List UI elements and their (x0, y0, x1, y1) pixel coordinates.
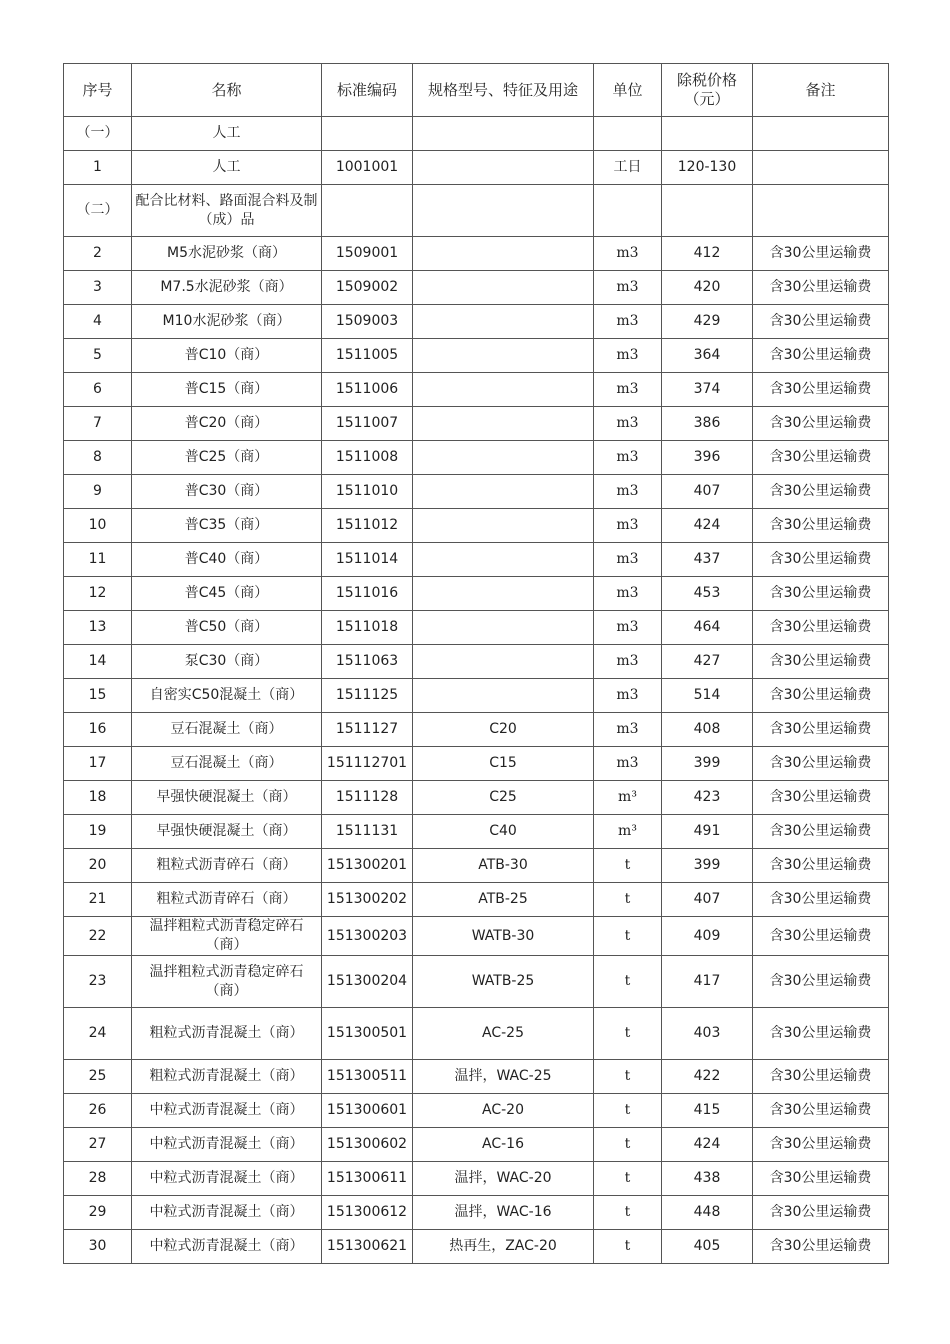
cell-name: 粗粒式沥青混凝土（商） (132, 1060, 322, 1094)
cell-price: 120-130 (662, 151, 753, 185)
cell-price: 420 (662, 271, 753, 305)
cell-spec (413, 237, 594, 271)
table-row (64, 577, 889, 611)
cell-note (753, 151, 889, 185)
cell-code: 1511007 (322, 407, 413, 441)
cell-name: 普C15（商） (132, 373, 322, 407)
cell-note (753, 185, 889, 237)
cell-unit: m3 (594, 611, 662, 645)
cell-spec: WATB-30 (413, 917, 594, 956)
cell-price: 417 (662, 956, 753, 1008)
cell-unit (594, 117, 662, 151)
table-row (64, 407, 889, 441)
table-row (64, 185, 889, 237)
cell-price: 405 (662, 1230, 753, 1264)
cell-code: 1511018 (322, 611, 413, 645)
cell-code: 1511010 (322, 475, 413, 509)
cell-name: 中粒式沥青混凝土（商） (132, 1128, 322, 1162)
table-row (64, 1094, 889, 1128)
table-header-row (64, 64, 889, 117)
cell-seq: 10 (64, 509, 132, 543)
cell-seq: 23 (64, 956, 132, 1008)
cell-name: 普C20（商） (132, 407, 322, 441)
cell-spec: 温拌，WAC-20 (413, 1162, 594, 1196)
cell-unit: t (594, 956, 662, 1008)
cell-spec: C25 (413, 781, 594, 815)
cell-seq: 28 (64, 1162, 132, 1196)
table-row (64, 747, 889, 781)
cell-unit: m3 (594, 271, 662, 305)
cell-seq: 13 (64, 611, 132, 645)
cell-seq: 4 (64, 305, 132, 339)
cell-name: 早强快硬混凝土（商） (132, 815, 322, 849)
cell-code: 151300612 (322, 1196, 413, 1230)
cell-price: 409 (662, 917, 753, 956)
cell-price: 429 (662, 305, 753, 339)
cell-unit: m3 (594, 339, 662, 373)
cell-seq: 29 (64, 1196, 132, 1230)
cell-name: 温拌粗粒式沥青稳定碎石（商） (132, 917, 322, 956)
cell-seq: 25 (64, 1060, 132, 1094)
cell-code: 151300621 (322, 1230, 413, 1264)
cell-spec (413, 611, 594, 645)
table-row (64, 373, 889, 407)
cell-unit: m3 (594, 679, 662, 713)
cell-code: 1511005 (322, 339, 413, 373)
cell-code: 1509001 (322, 237, 413, 271)
cell-code: 1511128 (322, 781, 413, 815)
cell-seq: 30 (64, 1230, 132, 1264)
cell-note: 含30公里运输费 (753, 373, 889, 407)
cell-spec: 热再生，ZAC-20 (413, 1230, 594, 1264)
cell-spec (413, 407, 594, 441)
table-row (64, 679, 889, 713)
cell-unit: m3 (594, 373, 662, 407)
cell-note: 含30公里运输费 (753, 577, 889, 611)
table-row (64, 917, 889, 956)
cell-note: 含30公里运输费 (753, 1230, 889, 1264)
cell-name: 人工 (132, 117, 322, 151)
table-row (64, 815, 889, 849)
table-row (64, 781, 889, 815)
cell-note (753, 117, 889, 151)
cell-code: 151300501 (322, 1008, 413, 1060)
cell-name: 人工 (132, 151, 322, 185)
cell-price (662, 117, 753, 151)
table-row (64, 1128, 889, 1162)
cell-code: 1509003 (322, 305, 413, 339)
cell-spec (413, 151, 594, 185)
cell-unit: t (594, 1008, 662, 1060)
cell-name: 普C50（商） (132, 611, 322, 645)
cell-seq: 5 (64, 339, 132, 373)
cell-name: 中粒式沥青混凝土（商） (132, 1230, 322, 1264)
cell-note: 含30公里运输费 (753, 815, 889, 849)
cell-unit: t (594, 917, 662, 956)
cell-spec: AC-20 (413, 1094, 594, 1128)
cell-note: 含30公里运输费 (753, 713, 889, 747)
cell-note: 含30公里运输费 (753, 407, 889, 441)
cell-price: 448 (662, 1196, 753, 1230)
cell-seq: 21 (64, 883, 132, 917)
cell-seq: （一） (64, 117, 132, 151)
cell-note: 含30公里运输费 (753, 1128, 889, 1162)
cell-price: 514 (662, 679, 753, 713)
cell-code: 1511006 (322, 373, 413, 407)
table-row (64, 441, 889, 475)
cell-code: 151300611 (322, 1162, 413, 1196)
cell-note: 含30公里运输费 (753, 883, 889, 917)
cell-code: 151300601 (322, 1094, 413, 1128)
cell-spec: 温拌，WAC-16 (413, 1196, 594, 1230)
cell-note: 含30公里运输费 (753, 271, 889, 305)
cell-spec: C40 (413, 815, 594, 849)
table-row (64, 1230, 889, 1264)
cell-code: 1511131 (322, 815, 413, 849)
cell-seq: 18 (64, 781, 132, 815)
cell-seq: 16 (64, 713, 132, 747)
cell-unit: t (594, 1128, 662, 1162)
cell-unit (594, 185, 662, 237)
cell-name: 粗粒式沥青混凝土（商） (132, 1008, 322, 1060)
table-row (64, 1196, 889, 1230)
cell-price: 453 (662, 577, 753, 611)
cell-seq: 24 (64, 1008, 132, 1060)
table-row (64, 849, 889, 883)
cell-note: 含30公里运输费 (753, 645, 889, 679)
header-seq: 序号 (64, 64, 132, 117)
cell-code (322, 117, 413, 151)
cell-seq: 26 (64, 1094, 132, 1128)
cell-note: 含30公里运输费 (753, 1008, 889, 1060)
cell-code: 151300511 (322, 1060, 413, 1094)
header-price: 除税价格（元） (662, 64, 753, 117)
cell-name: 自密实C50混凝土（商） (132, 679, 322, 713)
table-body (64, 117, 889, 1264)
table-row (64, 509, 889, 543)
cell-unit: t (594, 883, 662, 917)
cell-unit: m3 (594, 509, 662, 543)
cell-seq: 14 (64, 645, 132, 679)
cell-unit: m3 (594, 441, 662, 475)
cell-code: 151300602 (322, 1128, 413, 1162)
cell-name: 普C35（商） (132, 509, 322, 543)
cell-spec (413, 509, 594, 543)
cell-note: 含30公里运输费 (753, 305, 889, 339)
cell-spec: WATB-25 (413, 956, 594, 1008)
cell-seq: 17 (64, 747, 132, 781)
table-row (64, 151, 889, 185)
cell-code: 1511016 (322, 577, 413, 611)
cell-spec: C15 (413, 747, 594, 781)
cell-note: 含30公里运输费 (753, 509, 889, 543)
cell-spec (413, 645, 594, 679)
cell-code: 1511127 (322, 713, 413, 747)
cell-name: 普C10（商） (132, 339, 322, 373)
cell-spec: ATB-30 (413, 849, 594, 883)
table-row (64, 956, 889, 1008)
cell-price (662, 185, 753, 237)
price-table (63, 63, 889, 1264)
cell-unit: t (594, 1196, 662, 1230)
cell-code: 1511125 (322, 679, 413, 713)
table-row (64, 305, 889, 339)
cell-unit: m3 (594, 577, 662, 611)
table-row (64, 1162, 889, 1196)
cell-spec (413, 441, 594, 475)
cell-seq: 27 (64, 1128, 132, 1162)
cell-name: M5水泥砂浆（商） (132, 237, 322, 271)
cell-name: 普C40（商） (132, 543, 322, 577)
cell-note: 含30公里运输费 (753, 1094, 889, 1128)
cell-spec (413, 577, 594, 611)
cell-price: 399 (662, 849, 753, 883)
cell-spec (413, 271, 594, 305)
cell-price: 403 (662, 1008, 753, 1060)
cell-note: 含30公里运输费 (753, 956, 889, 1008)
cell-seq: 11 (64, 543, 132, 577)
cell-spec (413, 117, 594, 151)
table-row (64, 611, 889, 645)
cell-seq: 7 (64, 407, 132, 441)
cell-price: 424 (662, 509, 753, 543)
cell-name: 早强快硬混凝土（商） (132, 781, 322, 815)
cell-price: 399 (662, 747, 753, 781)
cell-code: 1511063 (322, 645, 413, 679)
cell-name: 普C25（商） (132, 441, 322, 475)
cell-note: 含30公里运输费 (753, 611, 889, 645)
cell-price: 427 (662, 645, 753, 679)
cell-price: 464 (662, 611, 753, 645)
cell-code: 1511012 (322, 509, 413, 543)
cell-spec: C20 (413, 713, 594, 747)
cell-name: 豆石混凝土（商） (132, 747, 322, 781)
cell-note: 含30公里运输费 (753, 441, 889, 475)
cell-seq: 2 (64, 237, 132, 271)
cell-code: 151300202 (322, 883, 413, 917)
cell-seq: 8 (64, 441, 132, 475)
header-spec: 规格型号、特征及用途 (413, 64, 594, 117)
header-name: 名称 (132, 64, 322, 117)
cell-spec (413, 305, 594, 339)
cell-note: 含30公里运输费 (753, 475, 889, 509)
cell-seq: 19 (64, 815, 132, 849)
cell-note: 含30公里运输费 (753, 1162, 889, 1196)
cell-unit: m3 (594, 747, 662, 781)
cell-price: 407 (662, 475, 753, 509)
cell-price: 386 (662, 407, 753, 441)
cell-spec: ATB-25 (413, 883, 594, 917)
table-row (64, 237, 889, 271)
cell-seq: 15 (64, 679, 132, 713)
cell-price: 423 (662, 781, 753, 815)
table-row (64, 117, 889, 151)
cell-unit: m3 (594, 407, 662, 441)
cell-seq: 20 (64, 849, 132, 883)
cell-unit: t (594, 1162, 662, 1196)
cell-name: 泵C30（商） (132, 645, 322, 679)
cell-spec (413, 543, 594, 577)
cell-unit: m³ (594, 781, 662, 815)
cell-code: 1511008 (322, 441, 413, 475)
cell-name: 中粒式沥青混凝土（商） (132, 1094, 322, 1128)
cell-spec: AC-25 (413, 1008, 594, 1060)
cell-price: 374 (662, 373, 753, 407)
cell-name: 中粒式沥青混凝土（商） (132, 1196, 322, 1230)
cell-price: 396 (662, 441, 753, 475)
cell-unit: m³ (594, 815, 662, 849)
cell-unit: t (594, 1094, 662, 1128)
cell-unit: 工日 (594, 151, 662, 185)
cell-spec (413, 339, 594, 373)
cell-name: M10水泥砂浆（商） (132, 305, 322, 339)
cell-price: 407 (662, 883, 753, 917)
cell-spec (413, 185, 594, 237)
cell-price: 415 (662, 1094, 753, 1128)
cell-unit: t (594, 1230, 662, 1264)
cell-unit: m3 (594, 305, 662, 339)
cell-spec: AC-16 (413, 1128, 594, 1162)
table-row (64, 713, 889, 747)
header-unit: 单位 (594, 64, 662, 117)
cell-price: 437 (662, 543, 753, 577)
table-row (64, 883, 889, 917)
cell-code: 151300204 (322, 956, 413, 1008)
cell-note: 含30公里运输费 (753, 849, 889, 883)
table-row (64, 543, 889, 577)
cell-price: 412 (662, 237, 753, 271)
cell-name: 普C30（商） (132, 475, 322, 509)
cell-seq: 22 (64, 917, 132, 956)
cell-unit: t (594, 849, 662, 883)
cell-unit: t (594, 1060, 662, 1094)
cell-name: 普C45（商） (132, 577, 322, 611)
cell-code: 1511014 (322, 543, 413, 577)
cell-seq: 12 (64, 577, 132, 611)
cell-name: 粗粒式沥青碎石（商） (132, 849, 322, 883)
cell-code (322, 185, 413, 237)
cell-note: 含30公里运输费 (753, 917, 889, 956)
cell-name: 豆石混凝土（商） (132, 713, 322, 747)
cell-note: 含30公里运输费 (753, 781, 889, 815)
cell-code: 1509002 (322, 271, 413, 305)
cell-code: 151300201 (322, 849, 413, 883)
cell-price: 424 (662, 1128, 753, 1162)
cell-price: 491 (662, 815, 753, 849)
cell-unit: m3 (594, 543, 662, 577)
cell-note: 含30公里运输费 (753, 1060, 889, 1094)
table-row (64, 645, 889, 679)
table-row (64, 271, 889, 305)
cell-price: 422 (662, 1060, 753, 1094)
cell-seq: 3 (64, 271, 132, 305)
cell-unit: m3 (594, 237, 662, 271)
cell-unit: m3 (594, 645, 662, 679)
table-row (64, 475, 889, 509)
cell-note: 含30公里运输费 (753, 1196, 889, 1230)
cell-name: 配合比材料、路面混合料及制（成）品 (132, 185, 322, 237)
header-note: 备注 (753, 64, 889, 117)
cell-spec: 温拌，WAC-25 (413, 1060, 594, 1094)
table-row (64, 1008, 889, 1060)
cell-name: 中粒式沥青混凝土（商） (132, 1162, 322, 1196)
table-row (64, 1060, 889, 1094)
cell-spec (413, 373, 594, 407)
cell-name: M7.5水泥砂浆（商） (132, 271, 322, 305)
cell-name: 粗粒式沥青碎石（商） (132, 883, 322, 917)
header-code: 标准编码 (322, 64, 413, 117)
cell-note: 含30公里运输费 (753, 543, 889, 577)
cell-name: 温拌粗粒式沥青稳定碎石（商） (132, 956, 322, 1008)
cell-price: 408 (662, 713, 753, 747)
cell-price: 438 (662, 1162, 753, 1196)
cell-note: 含30公里运输费 (753, 679, 889, 713)
cell-note: 含30公里运输费 (753, 237, 889, 271)
table-row (64, 339, 889, 373)
cell-price: 364 (662, 339, 753, 373)
cell-code: 151300203 (322, 917, 413, 956)
cell-spec (413, 679, 594, 713)
cell-seq: （二） (64, 185, 132, 237)
cell-unit: m3 (594, 475, 662, 509)
cell-seq: 9 (64, 475, 132, 509)
cell-code: 1001001 (322, 151, 413, 185)
cell-note: 含30公里运输费 (753, 339, 889, 373)
cell-seq: 6 (64, 373, 132, 407)
cell-note: 含30公里运输费 (753, 747, 889, 781)
cell-spec (413, 475, 594, 509)
cell-seq: 1 (64, 151, 132, 185)
cell-unit: m3 (594, 713, 662, 747)
cell-code: 151112701 (322, 747, 413, 781)
